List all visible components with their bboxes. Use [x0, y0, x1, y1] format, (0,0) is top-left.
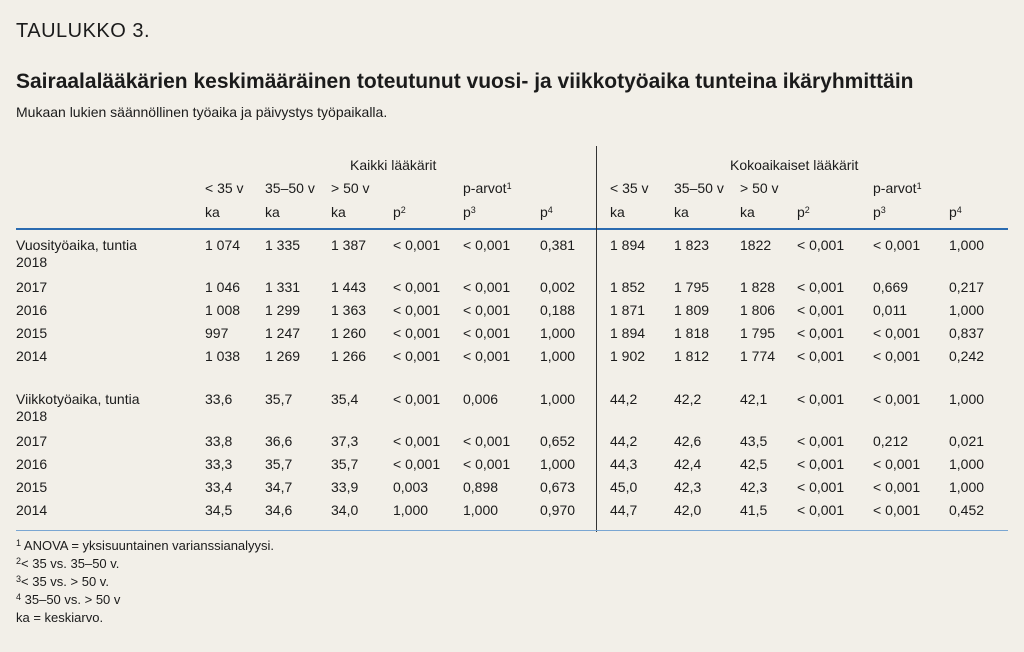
col-header-p4: $p^4$	[949, 204, 962, 220]
table-cell: 1,000	[949, 391, 985, 407]
table-cell: 1 871	[610, 302, 646, 318]
table-cell: 33,8	[205, 433, 233, 449]
table-cell: < 0,001	[797, 479, 845, 495]
table-cell: 1,000	[540, 456, 576, 472]
table-cell: 1 008	[205, 302, 241, 318]
table-cell: 1 046	[205, 279, 241, 295]
table-cell: < 0,001	[463, 237, 511, 253]
table-cell: 0,242	[949, 348, 985, 364]
table-cell: 37,3	[331, 433, 359, 449]
table-cell: 44,7	[610, 502, 638, 518]
table-cell: < 0,001	[393, 456, 441, 472]
table-cell: < 0,001	[393, 433, 441, 449]
table-cell: 1 828	[740, 279, 776, 295]
col-header-ka: ka	[265, 204, 280, 220]
table-cell: 44,2	[610, 391, 638, 407]
table-cell: 41,5	[740, 502, 768, 518]
table-cell: 0,212	[873, 433, 909, 449]
table-cell: 1,000	[540, 325, 576, 341]
table-cell: < 0,001	[873, 391, 921, 407]
table-cell: < 0,001	[463, 456, 511, 472]
table-cell: 1 269	[265, 348, 301, 364]
table-cell: < 0,001	[797, 502, 845, 518]
table-cell: 1 902	[610, 348, 646, 364]
col-header-p3: $p^3$	[873, 204, 886, 220]
footnote: $^1$ ANOVA = yksisuuntainen varianssianalyysi.	[16, 538, 275, 553]
table-cell: < 0,001	[873, 325, 921, 341]
table-cell: 42,5	[740, 456, 768, 472]
table-cell: 33,4	[205, 479, 233, 495]
table-cell: 33,9	[331, 479, 359, 495]
table-cell: 0,006	[463, 391, 499, 407]
table-cell: 35,7	[265, 391, 293, 407]
table-cell: 35,4	[331, 391, 359, 407]
table-cell: 1 363	[331, 302, 367, 318]
col-header-ka: ka	[205, 204, 220, 220]
table-cell: 1 823	[674, 237, 710, 253]
footnote: ka = keskiarvo.	[16, 610, 104, 625]
table-cell: 1 795	[740, 325, 776, 341]
table-cell: 1 894	[610, 237, 646, 253]
row-label: 2014	[16, 348, 48, 364]
table-cell: < 0,001	[873, 479, 921, 495]
table-cell: 1 335	[265, 237, 301, 253]
table-cell: 0,652	[540, 433, 576, 449]
table-cell: 42,2	[674, 391, 702, 407]
table-cell: 44,3	[610, 456, 638, 472]
table-cell: < 0,001	[873, 348, 921, 364]
table-cell: 42,3	[674, 479, 702, 495]
group-header-all: Kaikki lääkärit	[350, 157, 437, 173]
table-cell: 0,217	[949, 279, 985, 295]
footnote: $^3$< 35 vs. > 50 v.	[16, 574, 109, 589]
table-cell: 0,898	[463, 479, 499, 495]
footnote: $^2$< 35 vs. 35–50 v.	[16, 556, 120, 571]
table-cell: < 0,001	[873, 456, 921, 472]
table-cell: < 0,001	[797, 433, 845, 449]
table-cell: 1,000	[949, 302, 985, 318]
col-header-ka: ka	[740, 204, 755, 220]
row-label: 2016	[16, 456, 48, 472]
table-cell: 1 387	[331, 237, 367, 253]
row-label: 2015	[16, 479, 48, 495]
table-cell: < 0,001	[463, 302, 511, 318]
table-cell: 1 299	[265, 302, 301, 318]
col-header-ka: ka	[331, 204, 346, 220]
table-cell: 0,381	[540, 237, 576, 253]
table-cell: 0,002	[540, 279, 576, 295]
table-cell: < 0,001	[393, 348, 441, 364]
table-cell: 43,5	[740, 433, 768, 449]
table-cell: 1,000	[540, 348, 576, 364]
table-cell: 34,5	[205, 502, 233, 518]
table-cell: 42,3	[740, 479, 768, 495]
table-cell: 1 443	[331, 279, 367, 295]
table-cell: 1,000	[463, 502, 499, 518]
table-cell: 0,837	[949, 325, 985, 341]
table-cell: < 0,001	[797, 279, 845, 295]
col-header-ka: ka	[610, 204, 625, 220]
table-cell: 1 266	[331, 348, 367, 364]
table-cell: 42,1	[740, 391, 768, 407]
table-cell: 1 774	[740, 348, 776, 364]
footnote: $^4$ 35–50 vs. > 50 v	[16, 592, 121, 607]
group-divider	[596, 146, 597, 532]
table-cell: 1 247	[265, 325, 301, 341]
table-cell: < 0,001	[797, 391, 845, 407]
table-cell: 1,000	[949, 479, 985, 495]
table-cell: 1 331	[265, 279, 301, 295]
table-cell: 1 038	[205, 348, 241, 364]
row-label: 2017	[16, 433, 48, 449]
table-cell: 0,021	[949, 433, 985, 449]
table-cell: < 0,001	[393, 237, 441, 253]
table-cell: < 0,001	[797, 456, 845, 472]
table-cell: 1 806	[740, 302, 776, 318]
table-cell: 1 260	[331, 325, 367, 341]
table-cell: 34,6	[265, 502, 293, 518]
table-cell: 1 818	[674, 325, 710, 341]
table-cell: < 0,001	[873, 237, 921, 253]
table-cell: 0,003	[393, 479, 429, 495]
row-label: 2014	[16, 502, 48, 518]
bottom-rule	[16, 530, 1008, 531]
col-header-age-under35: < 35 v	[610, 180, 649, 196]
table-cell: 42,6	[674, 433, 702, 449]
table-cell: 1 812	[674, 348, 710, 364]
table-cell: 1 894	[610, 325, 646, 341]
table-cell: 1,000	[393, 502, 429, 518]
col-header-pvalues: p-arvot$^1$	[463, 180, 512, 196]
table-cell: 1,000	[540, 391, 576, 407]
table-cell: < 0,001	[797, 348, 845, 364]
row-label: Vuosityöaika, tuntia 2018	[16, 237, 137, 270]
table-title: Sairaalalääkärien keskimääräinen toteutunut vuosi- ja viikkotyöaika tunteina ikäryhmittäin	[16, 70, 914, 93]
table-cell: < 0,001	[393, 302, 441, 318]
table-cell: 33,3	[205, 456, 233, 472]
table-cell: < 0,001	[873, 502, 921, 518]
table-cell: < 0,001	[393, 325, 441, 341]
table-cell: 0,669	[873, 279, 909, 295]
table-cell: 45,0	[610, 479, 638, 495]
table-cell: < 0,001	[393, 279, 441, 295]
table-cell: 1 852	[610, 279, 646, 295]
table-cell: 997	[205, 325, 229, 341]
col-header-age-under35: < 35 v	[205, 180, 244, 196]
table-cell: 35,7	[331, 456, 359, 472]
table-cell: < 0,001	[393, 391, 441, 407]
col-header-p4: $p^4$	[540, 204, 553, 220]
row-label: 2017	[16, 279, 48, 295]
table-cell: 36,6	[265, 433, 293, 449]
col-header-pvalues: p-arvot$^1$	[873, 180, 922, 196]
table-cell: < 0,001	[797, 237, 845, 253]
table-cell: 1822	[740, 237, 772, 253]
table-subtitle: Mukaan lukien säännöllinen työaika ja päivystys työpaikalla.	[16, 104, 388, 120]
col-header-p2: $p^2$	[797, 204, 810, 220]
table-cell: 35,7	[265, 456, 293, 472]
table-cell: 44,2	[610, 433, 638, 449]
table-cell: 1,000	[949, 237, 985, 253]
table-cell: < 0,001	[463, 348, 511, 364]
row-label: 2016	[16, 302, 48, 318]
table-cell: < 0,001	[797, 302, 845, 318]
table-cell: 34,0	[331, 502, 359, 518]
header-rule	[16, 228, 1008, 230]
col-header-p2: $p^2$	[393, 204, 406, 220]
table-cell: < 0,001	[463, 433, 511, 449]
table-cell: 1 074	[205, 237, 241, 253]
col-header-p3: $p^3$	[463, 204, 476, 220]
group-header-fulltime: Kokoaikaiset lääkärit	[730, 157, 859, 173]
col-header-age-over50: > 50 v	[740, 180, 779, 196]
table-cell: < 0,001	[797, 325, 845, 341]
table-cell: 33,6	[205, 391, 233, 407]
row-label: 2015	[16, 325, 48, 341]
table-cell: 1 795	[674, 279, 710, 295]
table-cell: 0,673	[540, 479, 576, 495]
table-number: TAULUKKO 3.	[16, 20, 151, 42]
col-header-age-35-50: 35–50 v	[265, 180, 315, 196]
table-cell: 34,7	[265, 479, 293, 495]
col-header-age-over50: > 50 v	[331, 180, 370, 196]
table-cell: 0,970	[540, 502, 576, 518]
table-cell: 42,0	[674, 502, 702, 518]
table-cell: 0,188	[540, 302, 576, 318]
table-cell: < 0,001	[463, 325, 511, 341]
col-header-ka: ka	[674, 204, 689, 220]
table-cell: 0,011	[873, 302, 907, 318]
row-label: Viikkotyöaika, tuntia 2018	[16, 391, 140, 424]
table-cell: 0,452	[949, 502, 985, 518]
col-header-age-35-50: 35–50 v	[674, 180, 724, 196]
table-cell: 1,000	[949, 456, 985, 472]
table-cell: < 0,001	[463, 279, 511, 295]
table-cell: 42,4	[674, 456, 702, 472]
table-cell: 1 809	[674, 302, 710, 318]
